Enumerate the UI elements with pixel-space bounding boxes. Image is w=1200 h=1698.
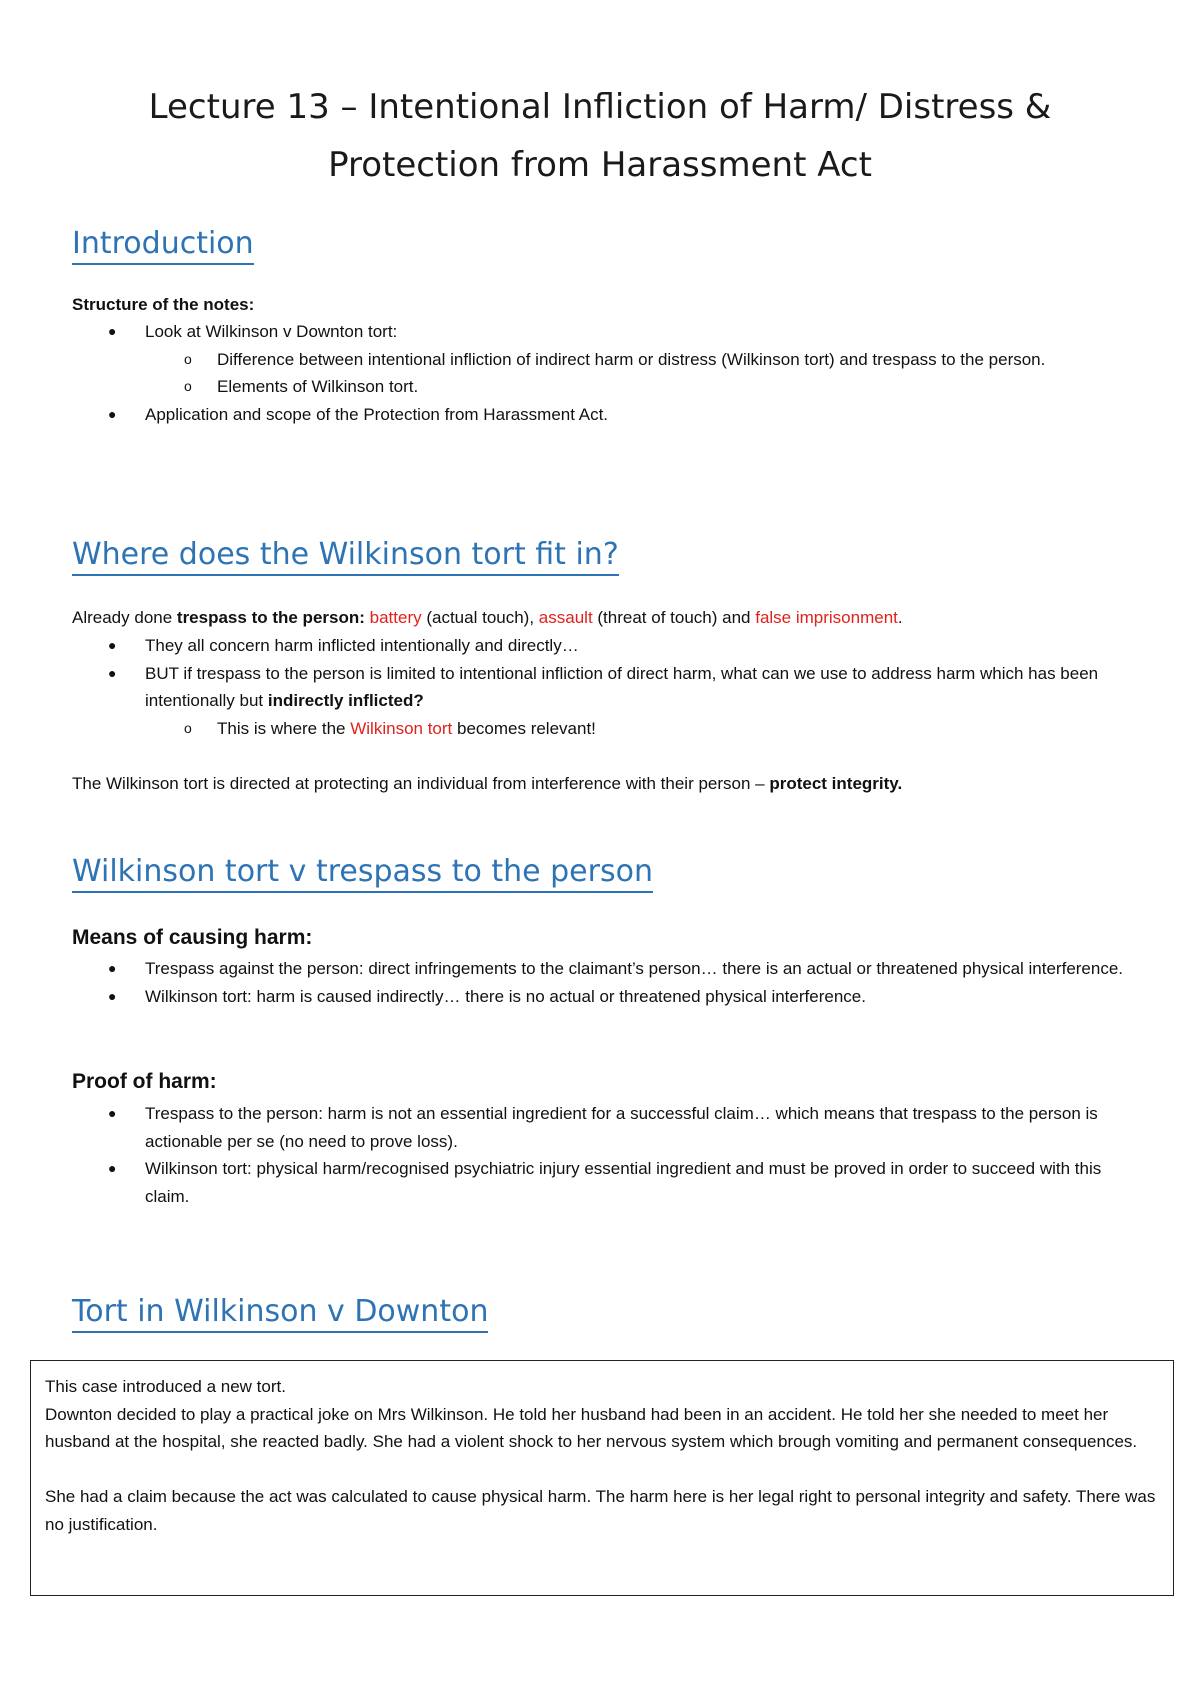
sub-bullet-icon: o xyxy=(184,719,192,736)
spacer xyxy=(45,1456,1159,1484)
box-facts: Downton decided to play a practical joke on Mrs Wilkinson. He told her husband had been in an accident. He told her she needed to meet her husband at the hospital, she reacted badly. She had a violent shock to her nervous system which brough vomiting and permanent consequences. xyxy=(45,1404,1138,1451)
sub-bullet-icon: o xyxy=(184,378,192,394)
heading-where-fits: Where does the Wilkinson tort fit in? xyxy=(72,537,619,576)
where-fits-list xyxy=(0,632,1099,742)
intro-list xyxy=(0,318,1055,428)
bullet-icon: ● xyxy=(108,323,117,339)
list-item: ● BUT if trespass to the person is limited to intentional infliction of direct harm, what can we use to address harm which has been intentionally but indirectly inflicted? xyxy=(72,660,1127,715)
where-fits-intro: Already done trespass to the person: battery (actual touch), assault (threat of touch) and false imprisonment. xyxy=(72,608,903,627)
bullet-icon: ● xyxy=(108,664,117,681)
structure-label: Structure of the notes: xyxy=(72,295,255,314)
list-item: ● Trespass against the person: direct infringements to the claimant’s person… there is an actual or threatened physical interference. xyxy=(72,955,1127,983)
list-subitem: o This is where the Wilkinson tort becomes relevant! xyxy=(72,715,1127,743)
title-line-2: Protection from Harassment Act xyxy=(328,145,872,185)
case-summary-box xyxy=(30,1360,1174,1596)
title-line-1: Lecture 13 – Intentional Infliction of Harm/ Distress & xyxy=(148,87,1052,127)
box-holding: She had a claim because the act was calculated to cause physical harm. The harm here is her legal right to personal integrity and safety. There was no justification. xyxy=(45,1487,1156,1534)
list-item: ● Look at Wilkinson v Downton tort: xyxy=(72,318,1127,346)
where-fits-closing: The Wilkinson tort is directed at protecting an individual from interference with their person – protect integrity. xyxy=(72,774,903,793)
box-intro: This case introduced a new tort. xyxy=(45,1377,286,1396)
list-item: ● Application and scope of the Protection from Harassment Act. xyxy=(72,401,1127,429)
bullet-icon: ● xyxy=(108,637,117,653)
bullet-icon: ● xyxy=(108,1105,117,1121)
bullet-icon: ● xyxy=(108,1160,117,1176)
heading-downton: Tort in Wilkinson v Downton xyxy=(72,1294,488,1333)
list-item: ● Trespass to the person: harm is not an essential ingredient for a successful claim… which means that trespass to the person is actionable per se (no need to prove loss). xyxy=(72,1100,1127,1155)
list-item: ● Wilkinson tort: harm is caused indirectly… there is no actual or threatened physical interference. xyxy=(72,983,1127,1011)
list-subitem: o Difference between intentional infliction of indirect harm or distress (Wilkinson tort) and trespass to the person. xyxy=(72,346,1127,374)
subheading-proof: Proof of harm: xyxy=(72,1070,217,1093)
sub-bullet-icon: o xyxy=(184,350,192,367)
proof-list xyxy=(0,1100,1102,1210)
list-item: ● Wilkinson tort: physical harm/recognised psychiatric injury essential ingredient and must be proved in order to succeed with this claim. xyxy=(72,1155,1127,1210)
bullet-icon: ● xyxy=(108,405,117,422)
heading-comparison: Wilkinson tort v trespass to the person xyxy=(72,854,653,893)
page-title xyxy=(60,78,1140,194)
list-subitem: o Elements of Wilkinson tort. xyxy=(72,373,1127,401)
list-item: ● They all concern harm inflicted intentionally and directly… xyxy=(72,632,1127,660)
heading-introduction: Introduction xyxy=(72,226,254,265)
means-list xyxy=(0,955,1124,1010)
subheading-means: Means of causing harm: xyxy=(72,926,313,949)
bullet-icon: ● xyxy=(108,960,117,976)
bullet-icon: ● xyxy=(108,987,117,1004)
